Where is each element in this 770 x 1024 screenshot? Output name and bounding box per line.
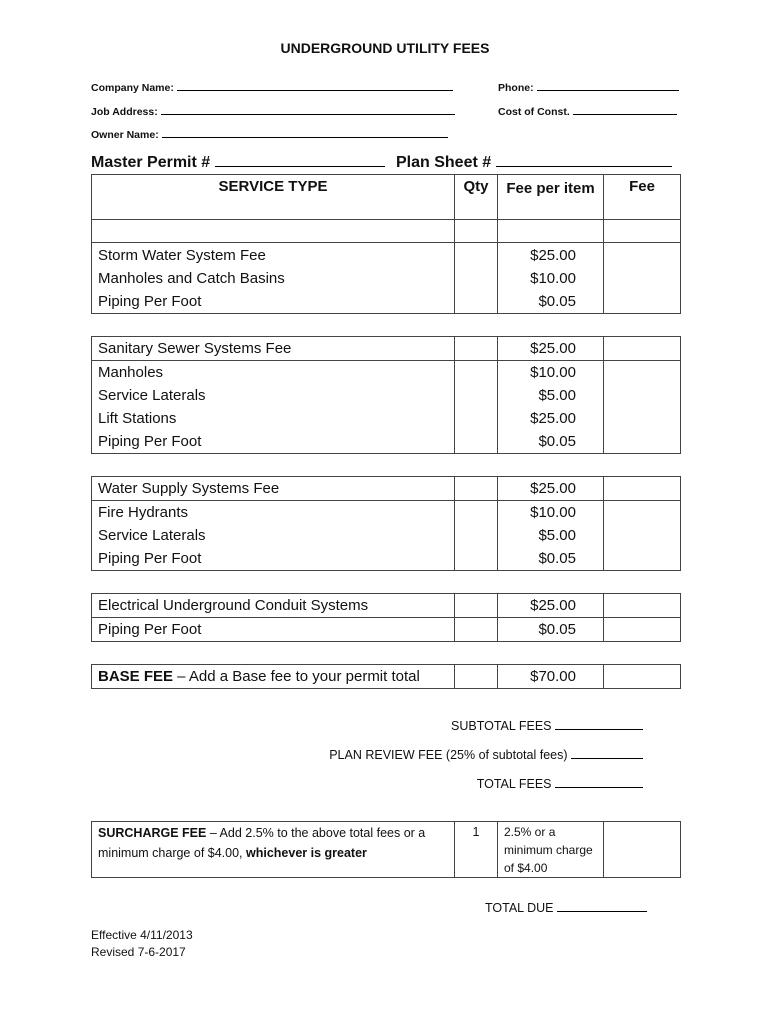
sanitary-items xyxy=(92,361,455,454)
surcharge-bold-2: whichever is greater xyxy=(246,846,367,860)
page-title: UNDERGROUND UTILITY FEES xyxy=(280,40,490,56)
total-due-field[interactable] xyxy=(485,901,647,915)
fee-cell[interactable] xyxy=(604,501,681,571)
qty-cell[interactable] xyxy=(455,361,498,454)
master-permit-label: Master Permit # xyxy=(91,154,211,171)
company-name-field[interactable] xyxy=(91,80,453,94)
list-item: Service Laterals xyxy=(98,387,206,404)
surcharge-qty: 1 xyxy=(455,822,498,878)
price: $70.00 xyxy=(498,665,604,689)
list-item: Manholes xyxy=(98,364,164,381)
fee-cell[interactable] xyxy=(604,594,681,618)
qty-cell[interactable] xyxy=(455,337,498,361)
fee-cell[interactable] xyxy=(604,243,681,314)
price: $0.05 xyxy=(498,618,604,642)
cost-label: Cost of Const. xyxy=(498,106,570,118)
total-due-line xyxy=(557,901,647,912)
base-fee-label xyxy=(92,665,455,689)
qty-cell[interactable] xyxy=(455,665,498,689)
total-fees-line xyxy=(555,777,643,788)
fee-table-main xyxy=(91,174,681,314)
surcharge-bold: SURCHARGE FEE xyxy=(98,826,207,840)
company-name-label: Company Name: xyxy=(91,82,174,94)
owner-name-field[interactable] xyxy=(91,127,448,141)
fee-table-water xyxy=(91,476,681,571)
price: $25.00 xyxy=(530,247,576,264)
qty-cell[interactable] xyxy=(455,618,498,642)
list-item: Service Laterals xyxy=(98,527,206,544)
base-fee-bold: BASE FEE xyxy=(98,668,174,685)
price: $10.00 xyxy=(530,270,576,287)
owner-name-label: Owner Name: xyxy=(91,129,159,141)
base-fee-text: – Add a Base fee to your permit total xyxy=(173,668,420,685)
effective-date: Effective 4/11/2013 xyxy=(91,928,193,942)
plan-sheet-line xyxy=(496,153,672,167)
price: $0.05 xyxy=(538,550,576,567)
total-fees-label: TOTAL FEES xyxy=(476,777,552,791)
price: $10.00 xyxy=(530,364,576,381)
electrical-item: Electrical Underground Conduit Systems xyxy=(92,594,455,618)
total-fees-field[interactable] xyxy=(477,777,643,791)
phone-line xyxy=(537,80,679,91)
qty-header: Qty xyxy=(455,175,498,220)
storm-section xyxy=(92,243,455,314)
list-item: Piping Per Foot xyxy=(98,433,202,450)
surcharge-rate: 2.5% or a minimum charge of $4.00 xyxy=(498,822,604,878)
water-item: Water Supply Systems Fee xyxy=(92,477,455,501)
fee-table-electrical xyxy=(91,593,681,642)
phone-label: Phone: xyxy=(498,82,534,94)
fee-cell[interactable] xyxy=(604,665,681,689)
price: $25.00 xyxy=(498,594,604,618)
subtotal-line xyxy=(555,719,643,730)
list-item: Fire Hydrants xyxy=(98,504,189,521)
price: $5.00 xyxy=(538,387,576,404)
price: $25.00 xyxy=(530,410,576,427)
cost-of-construction-field[interactable] xyxy=(498,104,677,118)
price: $5.00 xyxy=(538,527,576,544)
job-address-line xyxy=(161,104,455,115)
fee-header: Fee xyxy=(604,175,681,220)
qty-cell[interactable] xyxy=(455,501,498,571)
plan-review-label: PLAN REVIEW FEE (25% of subtotal fees) xyxy=(329,748,568,762)
plan-sheet-label: Plan Sheet # xyxy=(396,154,492,171)
subtotal-fees-field[interactable] xyxy=(451,719,643,733)
fee-cell[interactable] xyxy=(604,822,681,878)
list-item: Storm Water System Fee xyxy=(98,247,266,264)
list-item: Manholes and Catch Basins xyxy=(98,270,285,287)
price: $25.00 xyxy=(498,477,604,501)
sanitary-prices xyxy=(498,361,604,454)
qty-cell[interactable] xyxy=(455,477,498,501)
price: $0.05 xyxy=(538,433,576,450)
qty-cell[interactable] xyxy=(455,243,498,314)
sanitary-item: Sanitary Sewer Systems Fee xyxy=(92,337,455,361)
plan-review-fee-field[interactable] xyxy=(329,748,643,762)
fee-cell[interactable] xyxy=(604,220,681,243)
subtotal-label: SUBTOTAL FEES xyxy=(451,719,552,733)
master-permit-line xyxy=(215,153,385,167)
price: $0.05 xyxy=(538,293,576,310)
footer xyxy=(91,927,193,961)
list-item: Piping Per Foot xyxy=(98,550,202,567)
fee-cell[interactable] xyxy=(604,618,681,642)
fee-cell[interactable] xyxy=(604,337,681,361)
phone-field[interactable] xyxy=(498,80,679,94)
job-address-field[interactable] xyxy=(91,104,455,118)
fee-cell[interactable] xyxy=(604,477,681,501)
qty-cell[interactable] xyxy=(455,594,498,618)
company-name-line xyxy=(177,80,453,91)
list-item: Lift Stations xyxy=(98,410,177,427)
fee-per-item-header: Fee per item xyxy=(498,175,604,220)
fee-cell[interactable] xyxy=(604,361,681,454)
total-due-label: TOTAL DUE xyxy=(484,901,554,915)
master-permit-field[interactable] xyxy=(91,153,385,172)
surcharge-text: – Add 2.5% to the above total fees or a minimum charge of $4.00, xyxy=(98,826,426,860)
qty-cell[interactable] xyxy=(455,220,498,243)
water-items xyxy=(92,501,455,571)
revised-date: Revised 7-6-2017 xyxy=(91,945,186,959)
fee-table-base xyxy=(91,664,681,689)
service-type-header: SERVICE TYPE xyxy=(92,175,455,220)
storm-prices xyxy=(498,243,604,314)
fee-table-sanitary xyxy=(91,336,681,454)
price: $10.00 xyxy=(530,504,576,521)
surcharge-description xyxy=(92,822,455,878)
price: $25.00 xyxy=(498,337,604,361)
owner-name-line xyxy=(162,127,448,138)
list-item: Piping Per Foot xyxy=(92,618,455,642)
list-item: Piping Per Foot xyxy=(98,293,202,310)
water-prices xyxy=(498,501,604,571)
job-address-label: Job Address: xyxy=(91,106,158,118)
plan-review-line xyxy=(571,748,643,759)
cost-line xyxy=(573,104,677,115)
fee-table-surcharge xyxy=(91,821,681,878)
plan-sheet-field[interactable] xyxy=(396,153,672,172)
